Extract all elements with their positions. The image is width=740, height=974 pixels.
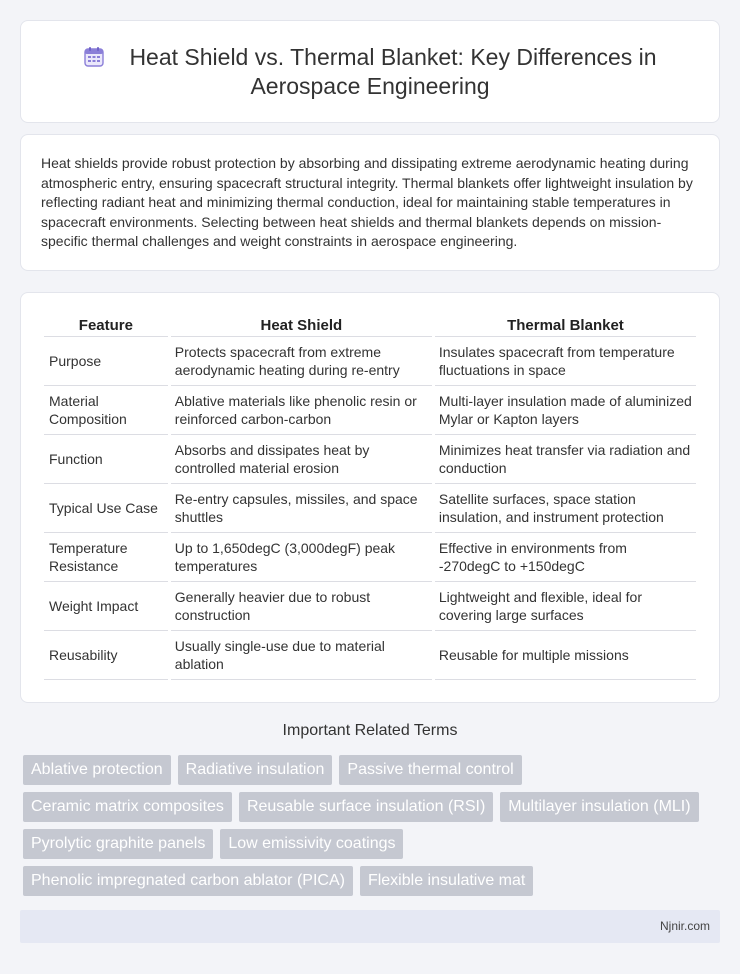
- table-row: [44, 582, 696, 631]
- thermal-blanket-cell: Lightweight and flexible, ideal for covering large surfaces: [435, 582, 696, 631]
- thermal-blanket-cell: Minimizes heat transfer via radiation and conduction: [435, 435, 696, 484]
- calendar-icon: [83, 46, 105, 68]
- title-line-2: Aerospace Engineering: [250, 73, 490, 99]
- heat-shield-cell: Protects spacecraft from extreme aerodynamic heating during re-entry: [171, 337, 432, 386]
- comparison-card: [20, 292, 720, 703]
- term-tag[interactable]: Ablative protection: [23, 755, 171, 785]
- intro-paragraph: Heat shields provide robust protection by absorbing and dissipating extreme aerodynamic heating during atmospheric entry, ensuring spacecraft structural integrity. Thermal blankets offer lightweight insulation by reflecting radiant heat and minimizing thermal conduction, ideal for maintaining stable temperatures in spacecraft environments. Selecting between heat shields and thermal blankets depends on mission-specific thermal challenges and weight constraints in aerospace engineering.: [41, 155, 693, 250]
- term-tag[interactable]: Flexible insulative mat: [360, 866, 533, 896]
- table-row: [44, 386, 696, 435]
- feature-cell: Reusability: [44, 631, 168, 680]
- thermal-blanket-cell: Multi-layer insulation made of aluminized Mylar or Kapton layers: [435, 386, 696, 435]
- feature-cell: Weight Impact: [44, 582, 168, 631]
- table-row: [44, 631, 696, 680]
- table-row: [44, 337, 696, 386]
- feature-cell: Material Composition: [44, 386, 168, 435]
- heat-shield-cell: Generally heavier due to robust construction: [171, 582, 432, 631]
- page-title: [21, 43, 719, 101]
- thermal-blanket-cell: Reusable for multiple missions: [435, 631, 696, 680]
- feature-cell: Purpose: [44, 337, 168, 386]
- term-tag[interactable]: Phenolic impregnated carbon ablator (PICA): [23, 866, 353, 896]
- footer-site-label[interactable]: Njnir.com: [659, 919, 710, 933]
- header-heat-shield: Heat Shield: [171, 317, 432, 337]
- heat-shield-cell: Ablative materials like phenolic resin or reinforced carbon-carbon: [171, 386, 432, 435]
- comparison-table: [41, 317, 699, 680]
- header-feature: Feature: [44, 317, 168, 337]
- feature-cell: Function: [44, 435, 168, 484]
- feature-cell: Temperature Resistance: [44, 533, 168, 582]
- term-tag[interactable]: Pyrolytic graphite panels: [23, 829, 213, 859]
- title-line-1: Heat Shield vs. Thermal Blanket: Key Differences in: [129, 44, 657, 70]
- related-terms-list: [23, 755, 723, 903]
- table-row: [44, 484, 696, 533]
- feature-cell: Typical Use Case: [44, 484, 168, 533]
- term-tag[interactable]: Radiative insulation: [178, 755, 333, 785]
- heat-shield-cell: Up to 1,650degC (3,000degF) peak temperatures: [171, 533, 432, 582]
- term-tag[interactable]: Multilayer insulation (MLI): [500, 792, 698, 822]
- term-tag[interactable]: Ceramic matrix composites: [23, 792, 232, 822]
- thermal-blanket-cell: Satellite surfaces, space station insulation, and instrument protection: [435, 484, 696, 533]
- term-tag[interactable]: Reusable surface insulation (RSI): [239, 792, 493, 822]
- intro-card: [20, 134, 720, 271]
- term-tag[interactable]: Passive thermal control: [339, 755, 521, 785]
- title-card: [20, 20, 720, 123]
- related-terms-heading: Important Related Terms: [282, 722, 458, 739]
- header-thermal-blanket: Thermal Blanket: [435, 317, 696, 337]
- heat-shield-cell: Usually single-use due to material ablation: [171, 631, 432, 680]
- heat-shield-cell: Re-entry capsules, missiles, and space shuttles: [171, 484, 432, 533]
- thermal-blanket-cell: Insulates spacecraft from temperature fluctuations in space: [435, 337, 696, 386]
- table-row: [44, 533, 696, 582]
- heat-shield-cell: Absorbs and dissipates heat by controlled material erosion: [171, 435, 432, 484]
- thermal-blanket-cell: Effective in environments from -270degC to +150degC: [435, 533, 696, 582]
- table-header-row: [44, 317, 696, 337]
- footer-bar: [20, 910, 720, 943]
- table-row: [44, 435, 696, 484]
- term-tag[interactable]: Low emissivity coatings: [220, 829, 403, 859]
